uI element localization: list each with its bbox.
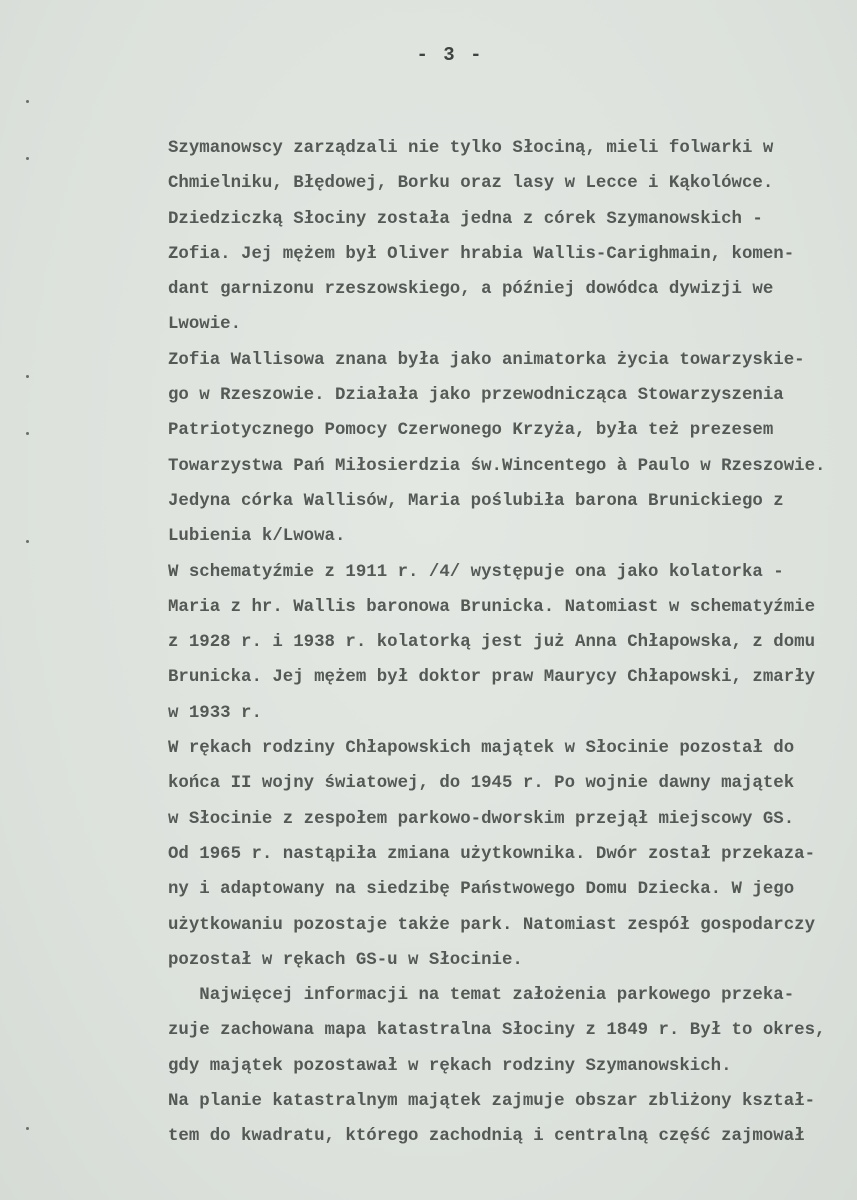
text-line: końca II wojny światowej, do 1945 r. Po wojnie dawny majątek bbox=[168, 774, 795, 794]
text-line: w Słocinie z zespołem parkowo-dworskim przejął miejscowy GS. bbox=[168, 809, 795, 829]
text-line: Brunicka. Jej mężem był doktor praw Maurycy Chłapowski, zmarły bbox=[168, 668, 816, 688]
text-line: Lwowie. bbox=[168, 315, 242, 335]
text-line: Od 1965 r. nastąpiła zmiana użytkownika. Dwór został przekaza- bbox=[168, 844, 816, 864]
text-line: użytkowaniu pozostaje także park. Natomiast zespół gospodarczy bbox=[168, 915, 816, 935]
text-line: go w Rzeszowie. Działała jako przewodnicząca Stowarzyszenia bbox=[168, 386, 784, 406]
text-line: Na planie katastralnym majątek zajmuje obszar zbliżony kształ- bbox=[168, 1092, 816, 1112]
punch-mark bbox=[26, 432, 29, 435]
text-line: tem do kwadratu, którego zachodnią i centralną część zajmował bbox=[168, 1127, 805, 1147]
text-line: Dziedziczką Słociny została jedna z córek Szymanowskich - bbox=[168, 209, 763, 229]
text-line: Maria z hr. Wallis baronowa Brunicka. Natomiast w schematyźmie bbox=[168, 597, 816, 617]
page-number: - 3 - bbox=[416, 44, 484, 66]
text-line: W rękach rodziny Chłapowskich majątek w Słocinie pozostał do bbox=[168, 739, 795, 759]
text-line: z 1928 r. i 1938 r. kolatorką jest już Anna Chłapowska, z domu bbox=[168, 633, 816, 653]
text-line: W schematyźmie z 1911 r. /4/ występuje ona jako kolatorka - bbox=[168, 562, 784, 582]
text-line: Najwięcej informacji na temat założenia parkowego przeka- bbox=[168, 986, 795, 1006]
document-body bbox=[168, 134, 825, 1158]
punch-mark bbox=[26, 157, 29, 160]
text-line: Lubienia k/Lwowa. bbox=[168, 527, 346, 547]
text-line: Zofia Wallisowa znana była jako animatorka życia towarzyskie- bbox=[168, 350, 805, 370]
text-line: Szymanowscy zarządzali nie tylko Słociną, mieli folwarki w bbox=[168, 139, 774, 158]
text-line: Patriotycznego Pomocy Czerwonego Krzyża, była też prezesem bbox=[168, 421, 774, 441]
text-line: w 1933 r. bbox=[168, 703, 262, 723]
punch-mark bbox=[26, 375, 29, 378]
text-line: Zofia. Jej mężem był Oliver hrabia Wallis-Carighmain, komen- bbox=[168, 244, 795, 264]
text-line: pozostał w rękach GS-u w Słocinie. bbox=[168, 950, 523, 970]
text-line: Towarzystwa Pań Miłosierdzia św.Wincentego à Paulo w Rzeszowie. bbox=[168, 456, 826, 476]
punch-mark bbox=[26, 540, 29, 543]
text-line: dant garnizonu rzeszowskiego, a później dowódca dywizji we bbox=[168, 280, 774, 300]
punch-mark bbox=[26, 1127, 29, 1130]
punch-mark bbox=[26, 100, 29, 103]
text-line: Jedyna córka Wallisów, Maria poślubiła barona Brunickiego z bbox=[168, 491, 784, 511]
text-line: zuje zachowana mapa katastralna Słociny z 1849 r. Był to okres, bbox=[168, 1021, 826, 1041]
text-line: Chmielniku, Błędowej, Borku oraz lasy w Lecce i Kąkolówce. bbox=[168, 174, 774, 194]
text-line: ny i adaptowany na siedzibę Państwowego Domu Dziecka. W jego bbox=[168, 880, 795, 900]
text-line: gdy majątek pozostawał w rękach rodziny Szymanowskich. bbox=[168, 1056, 732, 1076]
